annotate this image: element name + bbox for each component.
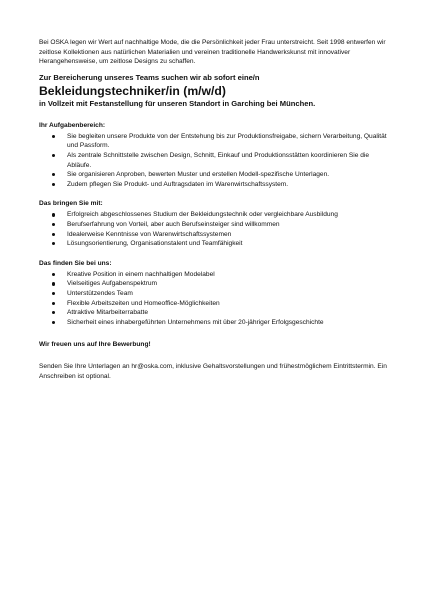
- bullet-icon: [52, 292, 55, 295]
- section-title: Das bringen Sie mit:: [39, 200, 103, 208]
- list-item: [39, 318, 394, 328]
- bullet-icon: [52, 321, 55, 324]
- list-item-text: Attraktive Mitarbeiterrabatte: [67, 309, 148, 317]
- bullet-list: [39, 132, 394, 190]
- list-item: [39, 180, 394, 190]
- closing-line: Wir freuen uns auf Ihre Bewerbung!: [39, 341, 151, 349]
- list-item: [39, 289, 394, 299]
- list-item-text: Idealerweise Kenntnisse von Warenwirtschaftssystemen: [67, 230, 232, 238]
- bullet-icon: [52, 173, 55, 176]
- list-item-text: Sie organisieren Anproben, bewerten Muster und erstellen Modell-spezifische Unterlagen.: [67, 171, 330, 179]
- bullet-icon: [52, 213, 55, 216]
- job-title: Bekleidungstechniker/in (m/w/d): [39, 83, 226, 98]
- bullet-icon: [52, 242, 55, 245]
- list-item: [39, 270, 394, 280]
- lead-line: Zur Bereicherung unseres Teams suchen wir ab sofort eine/n: [39, 72, 260, 82]
- list-item: [39, 132, 394, 151]
- list-item: [39, 299, 394, 309]
- bullet-icon: [52, 302, 55, 305]
- bullet-icon: [52, 282, 55, 285]
- list-item-text: Berufserfahrung von Vorteil, aber auch Berufseinsteiger sind willkommen: [67, 220, 280, 228]
- list-item-text: Flexible Arbeitszeiten und Homeoffice-Möglichkeiten: [67, 299, 220, 307]
- section-responsibilities: [39, 121, 394, 190]
- employment-location-line: in Vollzeit mit Festanstellung für unseren Standort in Garching bei München.: [39, 98, 316, 108]
- list-item-text: Vielseitiges Aufgabenspektrum: [67, 280, 158, 288]
- section-benefits: [39, 259, 394, 328]
- section-title: Ihr Aufgabenbereich:: [39, 121, 106, 129]
- bullet-icon: [52, 311, 55, 314]
- list-item-text: Sicherheit eines inhabergeführten Unternehmens mit über 20-jähriger Erfolgsgeschichte: [67, 318, 324, 326]
- list-item: [39, 230, 394, 240]
- list-item: [39, 239, 394, 249]
- bullet-icon: [52, 223, 55, 226]
- list-item: [39, 151, 394, 170]
- list-item-text: Erfolgreich abgeschlossenes Studium der Bekleidungstechnik oder vergleichbare Ausbildung: [67, 211, 338, 219]
- bullet-icon: [52, 233, 55, 236]
- list-item: [39, 210, 394, 220]
- bullet-icon: [52, 183, 55, 186]
- list-item-text: Als zentrale Schnittstelle zwischen Design, Schnitt, Einkauf und Produktionsstätten koordinieren Sie die Abläufe.: [67, 151, 370, 169]
- bullet-list: [39, 210, 394, 248]
- intro-paragraph: Bei OSKA legen wir Wert auf nachhaltige Mode, die die Persönlichkeit jeder Frau unterstreicht. Seit 1998 entwerfen wir zeitlose Kollektionen aus natürlichen Materialien und vereinen traditionelle Handwerkskunst mit innovativer Herangehensweise, um zeitlose Designs zu schaffen.: [39, 39, 386, 66]
- list-item: [39, 279, 394, 289]
- list-item-text: Sie begleiten unsere Produkte von der Entstehung bis zur Produktionsfreigabe, sichern Verarbeitung, Qualität und Passform.: [67, 132, 387, 150]
- bullet-list: [39, 270, 394, 328]
- list-item: [39, 170, 394, 180]
- list-item-text: Kreative Position in einem nachhaltigen Modelabel: [67, 270, 215, 278]
- list-item-text: Unterstützendes Team: [67, 289, 133, 297]
- bullet-icon: [52, 135, 55, 138]
- list-item-text: Zudem pflegen Sie Produkt- und Auftragsdaten im Warenwirtschaftssystem.: [67, 180, 289, 188]
- section-title: Das finden Sie bei uns:: [39, 259, 112, 267]
- document-body: [39, 38, 394, 381]
- bullet-icon: [52, 273, 55, 276]
- list-item-text: Lösungsorientierung, Organisationstalent und Teamfähigkeit: [67, 240, 243, 248]
- section-requirements: [39, 199, 394, 248]
- list-item: [39, 220, 394, 230]
- list-item: [39, 308, 394, 318]
- bullet-icon: [52, 154, 55, 157]
- contact-paragraph: Senden Sie Ihre Unterlagen an hr@oska.com, inklusive Gehaltsvorstellungen und frühestmöglichem Eintrittstermin. Ein Anschreiben ist optional.: [39, 363, 387, 380]
